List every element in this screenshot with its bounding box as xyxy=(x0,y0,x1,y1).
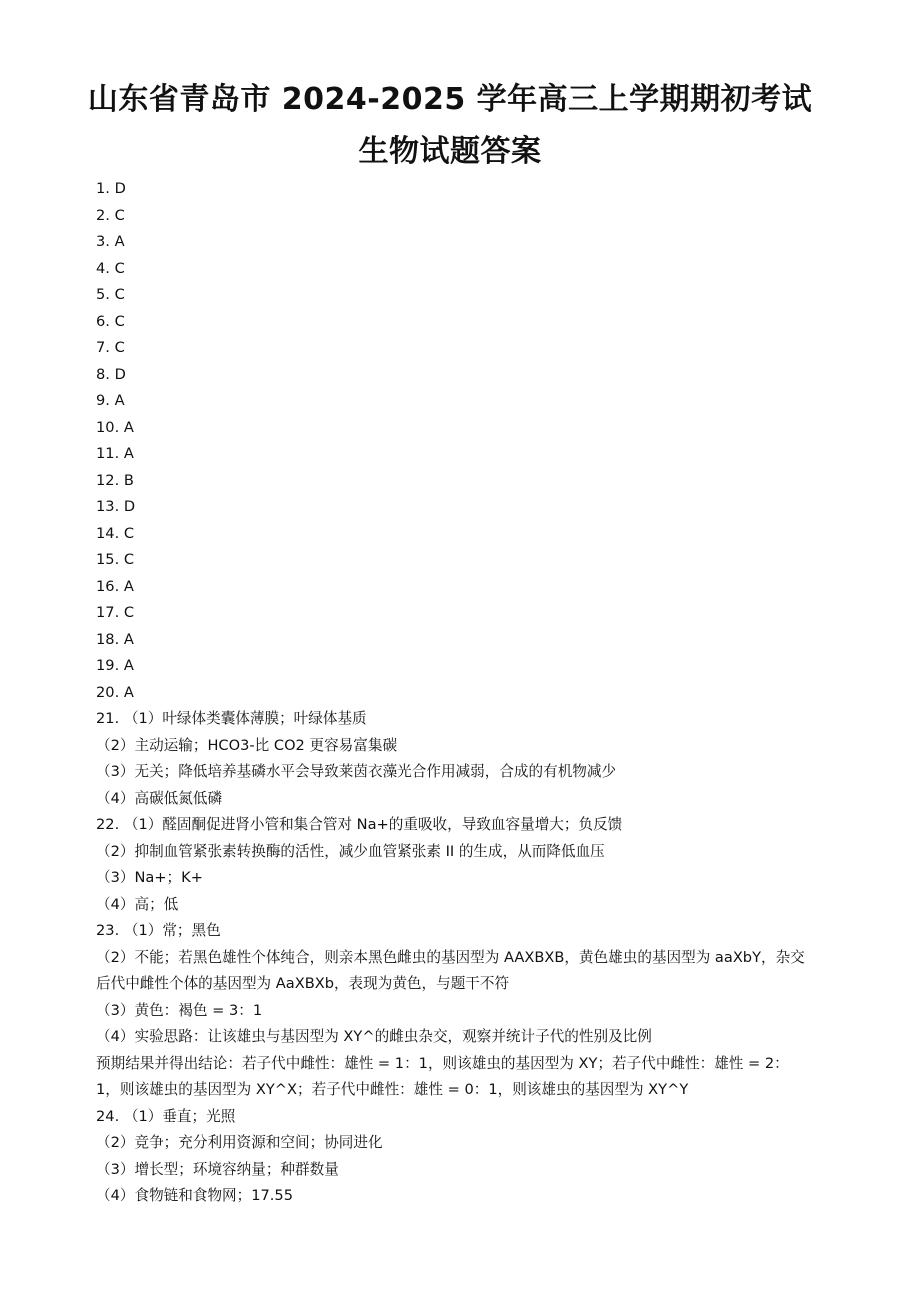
answer-item: 8. D xyxy=(96,365,126,383)
answer-item: 17. C xyxy=(96,604,135,621)
answer-item: 1. D xyxy=(96,180,126,197)
answer-item: 11. A xyxy=(96,445,134,462)
q21-part-2: （2）主动运输；HCO3-比 CO2 更容易富集碳 xyxy=(96,736,398,754)
q23-part-2: （2）不能；若黑色雄性个体纯合，则亲本黑色雌虫的基因型为 AAXBXB，黄色雄虫的基因型为 aaXbY，杂交后代中雌性个体的基因型为 AaXBXb，表现为黄色，与题干不符 xyxy=(96,948,805,992)
q22-part-3: （3）Na+；K+ xyxy=(96,869,203,886)
answer-item: 18. A xyxy=(96,630,134,648)
q21-part-1: 21. （1）叶绿体类囊体薄膜；叶绿体基质 xyxy=(96,710,367,727)
q24-part-2: （2）竞争；充分利用资源和空间；协同进化 xyxy=(96,1134,383,1151)
answer-item: 12. B xyxy=(96,471,134,489)
title-line-1: 山东省青岛市 2024-2025 学年高三上学期期初考试 xyxy=(87,82,813,117)
answer-item: 2. C xyxy=(96,206,125,224)
answer-item: 10. A xyxy=(96,418,134,436)
document-title xyxy=(0,74,900,178)
q23-part-3: （3）黄色：褐色 = 3：1 xyxy=(96,1001,263,1019)
answer-item: 3. A xyxy=(96,233,125,250)
answer-item: 4. C xyxy=(96,259,125,277)
q22-part-1: 22. （1）醛固酮促进肾小管和集合管对 Na+的重吸收，导致血容量增大；负反馈 xyxy=(96,816,623,833)
answer-item: 14. C xyxy=(96,524,135,542)
q24-part-4: （4）食物链和食物网；17.55 xyxy=(96,1187,294,1204)
q23-part-1: 23. （1）常；黑色 xyxy=(96,922,221,939)
answer-item: 9. A xyxy=(96,392,125,409)
q24-part-3: （3）增长型；环境容纳量；种群数量 xyxy=(96,1160,339,1178)
answer-item: 13. D xyxy=(96,498,136,515)
q22-part-4: （4）高；低 xyxy=(96,895,179,913)
answer-item: 5. C xyxy=(96,286,125,303)
answer-item: 19. A xyxy=(96,657,134,674)
q24-part-1: 24. （1）垂直；光照 xyxy=(96,1107,236,1125)
answer-content xyxy=(96,176,806,1210)
answer-item: 7. C xyxy=(96,339,125,356)
answer-item: 15. C xyxy=(96,551,135,568)
answer-item: 20. A xyxy=(96,683,134,701)
answer-item: 16. A xyxy=(96,577,134,595)
answer-item: 6. C xyxy=(96,312,125,330)
title-line-2: 生物试题答案 xyxy=(358,134,542,169)
q23-part-4: （4）实验思路：让该雄虫与基因型为 XY^的雌虫杂交，观察并统计子代的性别及比例 xyxy=(96,1028,652,1045)
q21-part-4: （4）高碳低氮低磷 xyxy=(96,789,223,807)
q23-part-5: 预期结果并得出结论：若子代中雌性：雄性 = 1：1，则该雄虫的基因型为 XY；若子代中雌性：雄性 = 2：1，则该雄虫的基因型为 XY^X；若子代中雌性：雄性 = 0：1，则该雄虫的基因型为 XY^Y xyxy=(96,1054,789,1098)
q21-part-3: （3）无关；降低培养基磷水平会导致莱茵衣藻光合作用减弱，合成的有机物减少 xyxy=(96,763,617,780)
q22-part-2: （2）抑制血管紧张素转换酶的活性，减少血管紧张素 II 的生成，从而降低血压 xyxy=(96,842,605,860)
